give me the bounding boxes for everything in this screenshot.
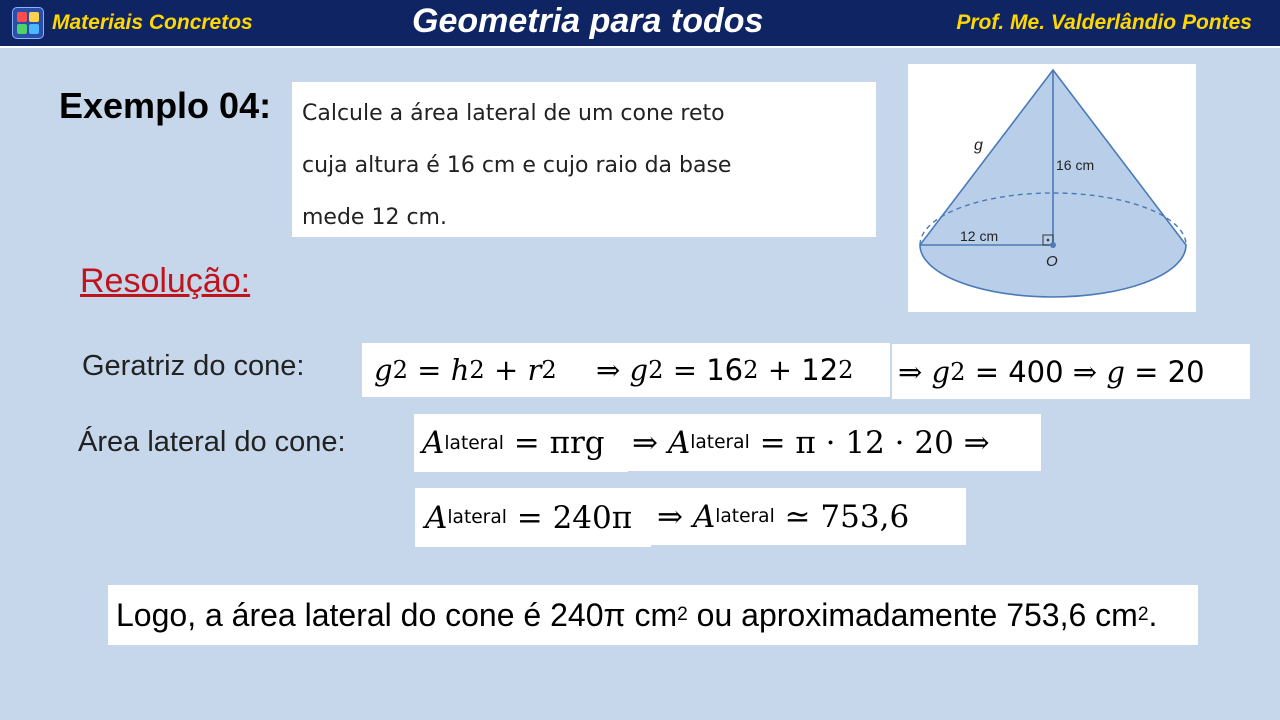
right-angle-dot — [1047, 239, 1050, 242]
header-left-text: Materiais Concretos — [52, 11, 253, 34]
equation-area-2: ⇒ A lateral = π · 12 · 20 ⇒ — [628, 414, 1041, 471]
resolution-heading: Resolução: — [80, 262, 251, 300]
equation-area-1: A lateral = πrg — [414, 414, 628, 472]
equation-generatrix-3: ⇒ g 2 = 400 ⇒ g = 20 — [892, 344, 1250, 399]
problem-line-3: mede 12 cm. — [302, 205, 447, 230]
header-title: Geometria para todos — [412, 2, 764, 40]
cone-diagram — [908, 64, 1196, 312]
equation-area-3: A lateral = 240π — [415, 488, 651, 547]
center-point — [1050, 242, 1056, 248]
conclusion-text: Logo, a área lateral do cone é 240π cm 2 ou aproximadamente 753,6 cm 2 . — [108, 585, 1198, 645]
slant-label: g — [974, 137, 983, 154]
radius-label: 12 cm — [960, 228, 999, 244]
equation-generatrix-2: ⇒ g 2 = 16 2 + 12 2 — [590, 343, 890, 397]
header-author: Prof. Me. Valderlândio Pontes — [956, 11, 1252, 34]
example-title: Exemplo 04: — [59, 85, 272, 126]
lateral-area-label: Área lateral do cone: — [78, 426, 346, 458]
problem-line-1: Calcule a área lateral de um cone reto — [302, 101, 725, 126]
header-bar — [0, 0, 1280, 48]
center-label: O — [1046, 253, 1058, 270]
generatrix-label: Geratriz do cone: — [82, 350, 305, 382]
cone-figure — [908, 64, 1196, 312]
equation-generatrix-1: g 2 = h 2 + r 2 — [362, 343, 590, 397]
app-logo-icon — [12, 7, 44, 39]
equation-area-4: ⇒ A lateral ≃ 753,6 — [651, 488, 966, 545]
problem-statement — [292, 82, 876, 237]
problem-line-2: cuja altura é 16 cm e cujo raio da base — [302, 153, 732, 178]
height-label: 16 cm — [1056, 157, 1095, 173]
